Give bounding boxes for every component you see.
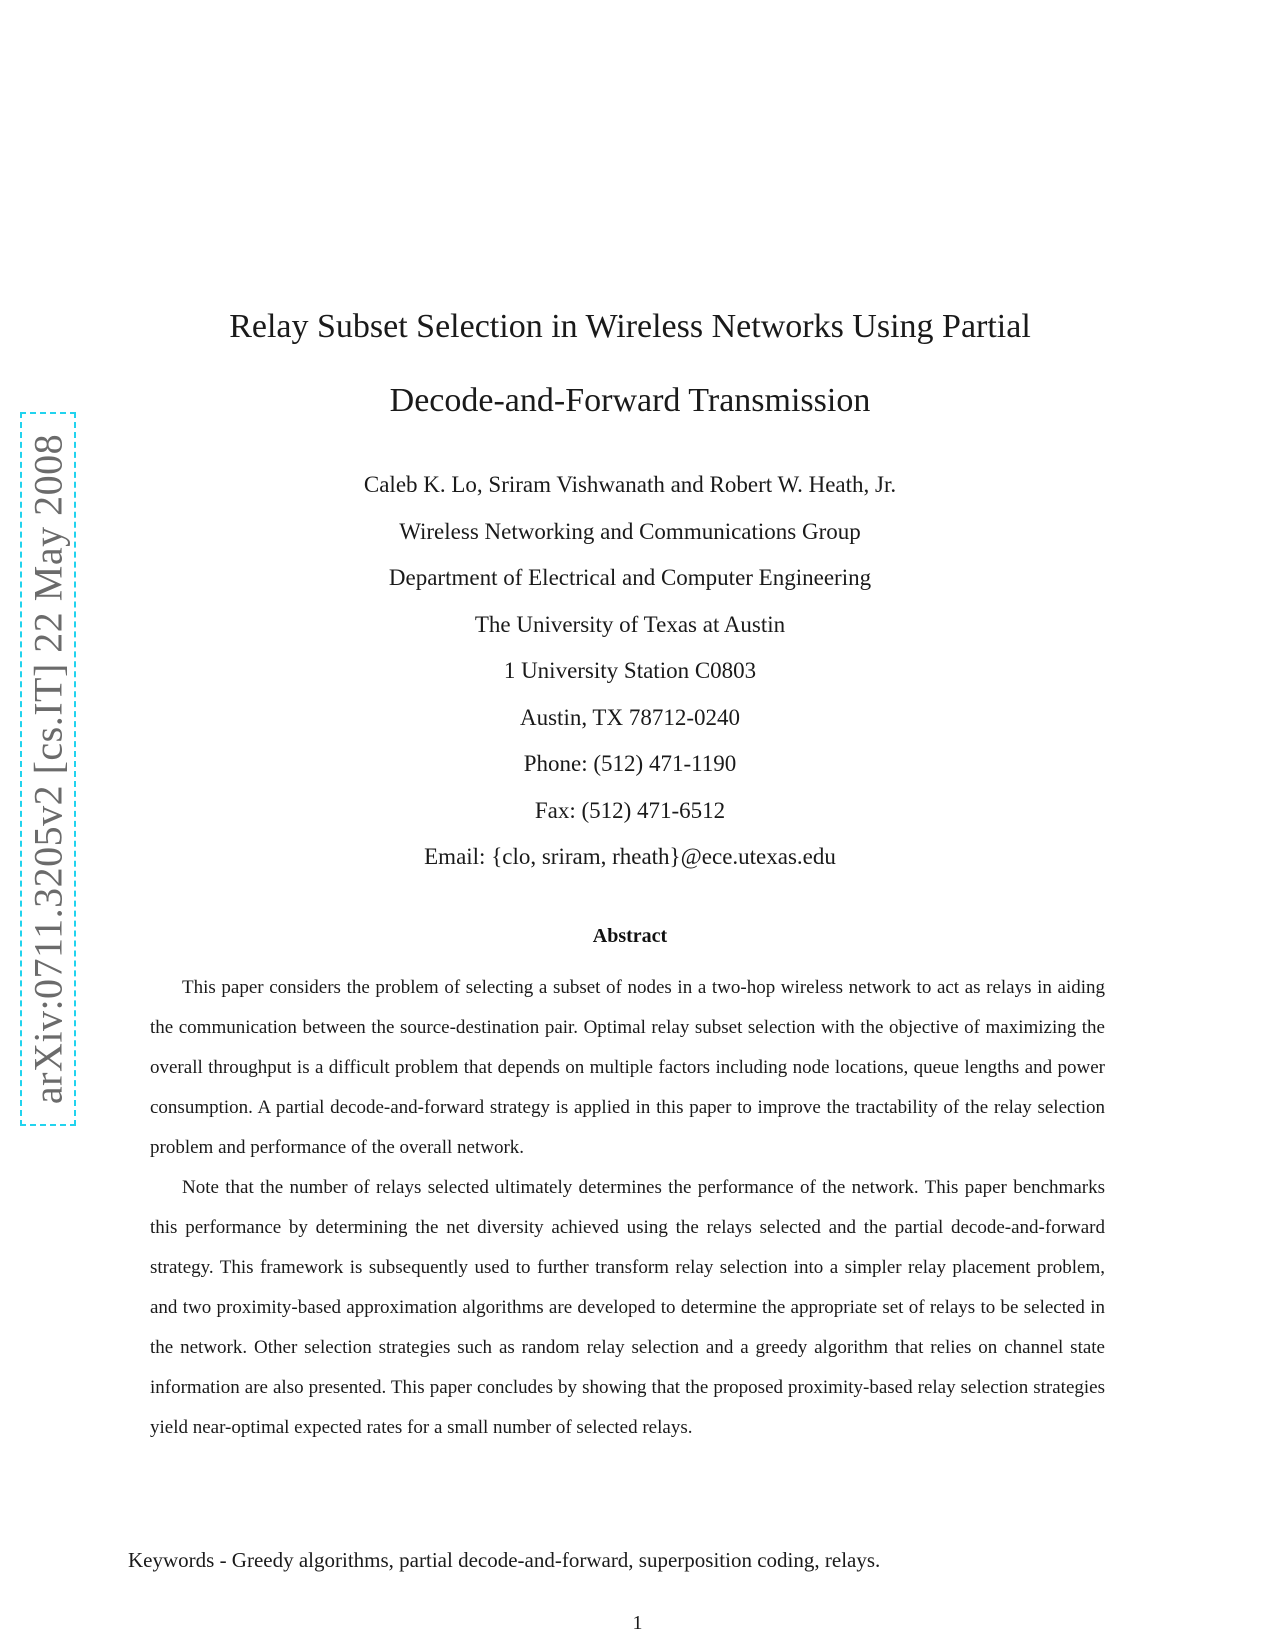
page-number: 1 bbox=[632, 1612, 643, 1634]
abstract-heading: Abstract bbox=[592, 925, 668, 947]
affiliation-group: Wireless Networking and Communications Group bbox=[399, 518, 861, 544]
keywords-line: Keywords - Greedy algorithms, partial decode-and-forward, superposition coding, relays. bbox=[128, 1548, 881, 1572]
abstract-body bbox=[150, 968, 1105, 1448]
arxiv-identifier: arXiv:0711.3205v2 [cs.IT] 22 May 2008 bbox=[25, 433, 71, 1105]
title-line-2: Decode-and-Forward Transmission bbox=[389, 382, 871, 419]
fax-number: Fax: (512) 471-6512 bbox=[534, 797, 726, 823]
abstract-paragraph-2: Note that the number of relays selected ultimately determines the performance of the network. This paper benchmarks this performance by determining the net diversity achieved using the relays selected and the partial decode-and-forward strategy. This framework is subsequently used to further transform relay selection into a simpler relay placement problem, and two proximity-based approximation algorithms are developed to determine the appropriate set of relays to be selected in the network. Other selection strategies such as random relay selection and a greedy algorithm that relies on channel state information are also presented. This paper concludes by showing that the proposed proximity-based relay selection strategies yield near-optimal expected rates for a small number of selected relays. bbox=[150, 1177, 1105, 1438]
title-line-1: Relay Subset Selection in Wireless Networks Using Partial bbox=[229, 308, 1031, 345]
email-address: Email: {clo, sriram, rheath}@ece.utexas.edu bbox=[424, 844, 836, 869]
address-line-2: Austin, TX 78712-0240 bbox=[520, 704, 740, 730]
affiliation-department: Department of Electrical and Computer Engineering bbox=[388, 565, 872, 590]
paper-title bbox=[150, 290, 1110, 438]
author-block bbox=[150, 462, 1110, 881]
arxiv-stamp bbox=[20, 412, 76, 1126]
address-line-1: 1 University Station C0803 bbox=[503, 658, 757, 683]
affiliation-university: The University of Texas at Austin bbox=[474, 611, 786, 637]
phone-number: Phone: (512) 471-1190 bbox=[523, 751, 737, 776]
author-names: Caleb K. Lo, Sriram Vishwanath and Robert W. Heath, Jr. bbox=[363, 472, 897, 497]
abstract-paragraph-1: This paper considers the problem of selecting a subset of nodes in a two-hop wireless network to act as relays in aiding the communication between the source-destination pair. Optimal relay subset selection with the objective of maximizing the overall throughput is a difficult problem that depends on multiple factors including node locations, queue lengths and power consumption. A partial decode-and-forward strategy is applied in this paper to improve the tractability of the relay selection problem and performance of the overall network. bbox=[150, 977, 1105, 1158]
